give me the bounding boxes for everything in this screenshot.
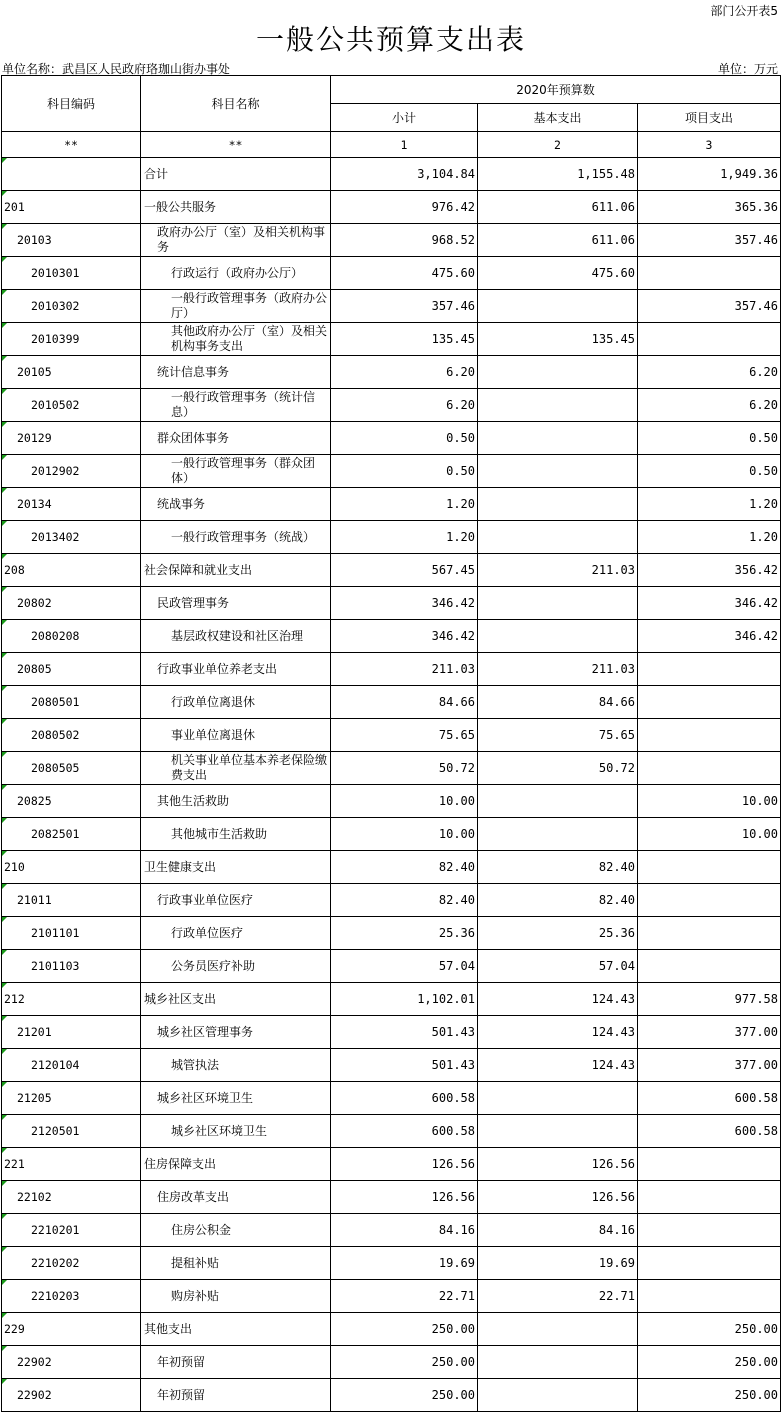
table-row	[2, 884, 781, 917]
row-basic: 124.43	[478, 1016, 638, 1049]
row-basic	[478, 1346, 638, 1379]
row-subtotal: 25.36	[331, 917, 478, 950]
row-basic: 57.04	[478, 950, 638, 983]
row-code: 2080502	[2, 719, 141, 752]
row-basic: 84.16	[478, 1214, 638, 1247]
row-subtotal: 82.40	[331, 884, 478, 917]
table-row	[2, 1214, 781, 1247]
table-row	[2, 818, 781, 851]
row-project: 365.36	[638, 191, 781, 224]
index-name: **	[141, 132, 331, 158]
row-basic: 126.56	[478, 1181, 638, 1214]
row-code: 21205	[2, 1082, 141, 1115]
row-project: 0.50	[638, 422, 781, 455]
table-row	[2, 356, 781, 389]
row-project: 357.46	[638, 224, 781, 257]
table-row	[2, 1115, 781, 1148]
table-row	[2, 1082, 781, 1115]
row-basic: 124.43	[478, 983, 638, 1016]
row-basic	[478, 785, 638, 818]
table-row	[2, 983, 781, 1016]
row-subtotal: 1.20	[331, 521, 478, 554]
table-row	[2, 620, 781, 653]
row-name: 群众团体事务	[141, 422, 331, 455]
row-subtotal: 57.04	[331, 950, 478, 983]
row-name: 事业单位离退休	[141, 719, 331, 752]
table-row	[2, 158, 781, 191]
row-name: 行政事业单位医疗	[141, 884, 331, 917]
row-project: 356.42	[638, 554, 781, 587]
row-subtotal: 1.20	[331, 488, 478, 521]
page-title: 一般公共预算支出表	[255, 23, 526, 56]
row-basic: 126.56	[478, 1148, 638, 1181]
row-name: 购房补贴	[141, 1280, 331, 1313]
row-code: 2101103	[2, 950, 141, 983]
row-project	[638, 719, 781, 752]
row-subtotal: 600.58	[331, 1082, 478, 1115]
row-basic: 84.66	[478, 686, 638, 719]
budget-table	[1, 75, 781, 1412]
row-project: 377.00	[638, 1016, 781, 1049]
table-row	[2, 389, 781, 422]
row-basic	[478, 1115, 638, 1148]
unit-name: 单位名称：武昌区人民政府珞珈山街办事处	[2, 62, 231, 76]
row-project: 977.58	[638, 983, 781, 1016]
row-name: 一般行政管理事务（统计信息）	[141, 389, 331, 422]
table-row	[2, 422, 781, 455]
form-number: 部门公开表5	[710, 4, 778, 18]
table-row	[2, 752, 781, 785]
table-row	[2, 455, 781, 488]
row-name: 民政管理事务	[141, 587, 331, 620]
row-project: 250.00	[638, 1379, 781, 1412]
row-name: 城乡社区环境卫生	[141, 1082, 331, 1115]
row-subtotal: 567.45	[331, 554, 478, 587]
table-row	[2, 587, 781, 620]
row-project	[638, 686, 781, 719]
row-code: 2101101	[2, 917, 141, 950]
row-project	[638, 1148, 781, 1181]
row-project: 250.00	[638, 1346, 781, 1379]
index-code: **	[2, 132, 141, 158]
row-project: 346.42	[638, 587, 781, 620]
row-subtotal: 250.00	[331, 1379, 478, 1412]
row-basic	[478, 422, 638, 455]
row-project: 10.00	[638, 818, 781, 851]
row-name: 住房保障支出	[141, 1148, 331, 1181]
row-code: 2012902	[2, 455, 141, 488]
row-basic: 211.03	[478, 554, 638, 587]
row-name: 住房公积金	[141, 1214, 331, 1247]
row-code: 20103	[2, 224, 141, 257]
row-project: 357.46	[638, 290, 781, 323]
row-code: 20134	[2, 488, 141, 521]
row-project	[638, 1280, 781, 1313]
row-basic: 22.71	[478, 1280, 638, 1313]
row-basic: 1,155.48	[478, 158, 638, 191]
table-row	[2, 1346, 781, 1379]
row-subtotal: 135.45	[331, 323, 478, 356]
row-subtotal: 3,104.84	[331, 158, 478, 191]
row-code: 2080208	[2, 620, 141, 653]
row-subtotal: 84.66	[331, 686, 478, 719]
row-name: 一般行政管理事务（群众团体）	[141, 455, 331, 488]
row-name: 卫生健康支出	[141, 851, 331, 884]
row-name: 一般行政管理事务（统战）	[141, 521, 331, 554]
row-basic: 124.43	[478, 1049, 638, 1082]
row-code: 20825	[2, 785, 141, 818]
row-project: 1.20	[638, 521, 781, 554]
row-project: 6.20	[638, 356, 781, 389]
row-basic	[478, 1379, 638, 1412]
row-basic: 611.06	[478, 224, 638, 257]
table-row	[2, 257, 781, 290]
row-code: 2210203	[2, 1280, 141, 1313]
table-row	[2, 1181, 781, 1214]
table-row	[2, 1016, 781, 1049]
row-subtotal: 475.60	[331, 257, 478, 290]
row-code: 2010502	[2, 389, 141, 422]
row-code: 201	[2, 191, 141, 224]
row-code: 2010399	[2, 323, 141, 356]
row-project: 1,949.36	[638, 158, 781, 191]
header-budget-group: 2020年预算数	[331, 76, 781, 104]
row-name: 提租补贴	[141, 1247, 331, 1280]
row-project	[638, 257, 781, 290]
table-row	[2, 1049, 781, 1082]
row-subtotal: 346.42	[331, 620, 478, 653]
row-basic: 25.36	[478, 917, 638, 950]
row-code: 2013402	[2, 521, 141, 554]
row-subtotal: 126.56	[331, 1148, 478, 1181]
row-name: 城乡社区管理事务	[141, 1016, 331, 1049]
header-name: 科目名称	[141, 76, 331, 132]
row-code: 2120501	[2, 1115, 141, 1148]
row-code: 20129	[2, 422, 141, 455]
row-project: 1.20	[638, 488, 781, 521]
row-basic	[478, 1313, 638, 1346]
row-name: 行政单位离退休	[141, 686, 331, 719]
row-subtotal: 10.00	[331, 818, 478, 851]
row-project	[638, 653, 781, 686]
row-basic	[478, 587, 638, 620]
row-subtotal: 211.03	[331, 653, 478, 686]
row-project	[638, 884, 781, 917]
row-subtotal: 126.56	[331, 1181, 478, 1214]
row-project	[638, 1247, 781, 1280]
row-code: 2120104	[2, 1049, 141, 1082]
row-basic	[478, 818, 638, 851]
row-name: 统计信息事务	[141, 356, 331, 389]
row-subtotal: 250.00	[331, 1346, 478, 1379]
header-project: 项目支出	[638, 104, 781, 132]
row-code: 210	[2, 851, 141, 884]
row-project: 600.58	[638, 1115, 781, 1148]
row-basic	[478, 455, 638, 488]
table-row	[2, 1280, 781, 1313]
row-name: 一般行政管理事务（政府办公厅）	[141, 290, 331, 323]
table-row	[2, 686, 781, 719]
row-name: 城乡社区支出	[141, 983, 331, 1016]
table-row	[2, 1379, 781, 1412]
row-basic: 50.72	[478, 752, 638, 785]
row-project	[638, 1214, 781, 1247]
row-name: 行政事业单位养老支出	[141, 653, 331, 686]
row-name: 机关事业单位基本养老保险缴费支出	[141, 752, 331, 785]
row-name: 年初预留	[141, 1346, 331, 1379]
row-subtotal: 976.42	[331, 191, 478, 224]
index-2: 2	[478, 132, 638, 158]
row-basic	[478, 488, 638, 521]
row-name: 一般公共服务	[141, 191, 331, 224]
header-basic: 基本支出	[478, 104, 638, 132]
row-subtotal: 0.50	[331, 422, 478, 455]
row-code: 22102	[2, 1181, 141, 1214]
header-subtotal: 小计	[331, 104, 478, 132]
row-name: 年初预留	[141, 1379, 331, 1412]
row-subtotal: 0.50	[331, 455, 478, 488]
row-project	[638, 323, 781, 356]
table-row	[2, 488, 781, 521]
row-project: 346.42	[638, 620, 781, 653]
row-code: 20105	[2, 356, 141, 389]
row-subtotal: 968.52	[331, 224, 478, 257]
header-index-row	[2, 132, 781, 158]
row-name: 城管执法	[141, 1049, 331, 1082]
row-subtotal: 84.16	[331, 1214, 478, 1247]
row-code: 2010302	[2, 290, 141, 323]
row-project: 6.20	[638, 389, 781, 422]
table-row	[2, 785, 781, 818]
row-project	[638, 752, 781, 785]
row-name: 行政运行（政府办公厅）	[141, 257, 331, 290]
table-row	[2, 521, 781, 554]
row-name: 其他城市生活救助	[141, 818, 331, 851]
row-subtotal: 75.65	[331, 719, 478, 752]
row-subtotal: 50.72	[331, 752, 478, 785]
row-subtotal: 357.46	[331, 290, 478, 323]
table-row	[2, 1313, 781, 1346]
row-subtotal: 600.58	[331, 1115, 478, 1148]
row-name: 其他政府办公厅（室）及相关机构事务支出	[141, 323, 331, 356]
row-name: 社会保障和就业支出	[141, 554, 331, 587]
table-row	[2, 323, 781, 356]
table-row	[2, 653, 781, 686]
header-code: 科目编码	[2, 76, 141, 132]
row-basic: 19.69	[478, 1247, 638, 1280]
row-subtotal: 501.43	[331, 1016, 478, 1049]
row-project	[638, 1181, 781, 1214]
row-code: 22902	[2, 1346, 141, 1379]
table-row	[2, 950, 781, 983]
row-code: 21011	[2, 884, 141, 917]
row-basic	[478, 620, 638, 653]
row-code: 2210202	[2, 1247, 141, 1280]
row-subtotal: 6.20	[331, 389, 478, 422]
row-code: 21201	[2, 1016, 141, 1049]
table-row	[2, 719, 781, 752]
row-basic	[478, 356, 638, 389]
row-name: 行政单位医疗	[141, 917, 331, 950]
row-basic: 211.03	[478, 653, 638, 686]
row-project	[638, 917, 781, 950]
row-subtotal: 22.71	[331, 1280, 478, 1313]
row-basic	[478, 389, 638, 422]
row-basic: 135.45	[478, 323, 638, 356]
table-row	[2, 554, 781, 587]
table-row	[2, 851, 781, 884]
row-project: 0.50	[638, 455, 781, 488]
row-code: 221	[2, 1148, 141, 1181]
row-subtotal: 250.00	[331, 1313, 478, 1346]
row-subtotal: 1,102.01	[331, 983, 478, 1016]
row-project: 10.00	[638, 785, 781, 818]
row-name: 合计	[141, 158, 331, 191]
row-subtotal: 10.00	[331, 785, 478, 818]
row-code: 2210201	[2, 1214, 141, 1247]
row-subtotal: 346.42	[331, 587, 478, 620]
row-basic: 82.40	[478, 851, 638, 884]
row-project: 600.58	[638, 1082, 781, 1115]
row-subtotal: 6.20	[331, 356, 478, 389]
row-name: 基层政权建设和社区治理	[141, 620, 331, 653]
row-code: 212	[2, 983, 141, 1016]
table-row	[2, 1148, 781, 1181]
row-basic: 75.65	[478, 719, 638, 752]
row-code: 22902	[2, 1379, 141, 1412]
row-name: 公务员医疗补助	[141, 950, 331, 983]
row-project	[638, 950, 781, 983]
table-row	[2, 224, 781, 257]
index-3: 3	[638, 132, 781, 158]
row-basic: 82.40	[478, 884, 638, 917]
row-code: 2080501	[2, 686, 141, 719]
row-project: 377.00	[638, 1049, 781, 1082]
row-basic	[478, 1082, 638, 1115]
row-code: 20805	[2, 653, 141, 686]
row-subtotal: 82.40	[331, 851, 478, 884]
row-code: 2082501	[2, 818, 141, 851]
row-project: 250.00	[638, 1313, 781, 1346]
row-code: 2010301	[2, 257, 141, 290]
table-row	[2, 917, 781, 950]
table-row	[2, 1247, 781, 1280]
table-row	[2, 191, 781, 224]
row-code: 2080505	[2, 752, 141, 785]
row-name: 其他支出	[141, 1313, 331, 1346]
row-code: 20802	[2, 587, 141, 620]
row-subtotal: 19.69	[331, 1247, 478, 1280]
row-subtotal: 501.43	[331, 1049, 478, 1082]
table-row	[2, 290, 781, 323]
index-1: 1	[331, 132, 478, 158]
row-name: 政府办公厅（室）及相关机构事务	[141, 224, 331, 257]
header-row-1	[2, 76, 781, 104]
row-basic: 611.06	[478, 191, 638, 224]
row-code: 208	[2, 554, 141, 587]
row-name: 其他生活救助	[141, 785, 331, 818]
currency-unit: 单位：万元	[717, 62, 778, 76]
row-code: 229	[2, 1313, 141, 1346]
row-name: 统战事务	[141, 488, 331, 521]
row-basic: 475.60	[478, 257, 638, 290]
row-project	[638, 851, 781, 884]
row-basic	[478, 521, 638, 554]
row-basic	[478, 290, 638, 323]
row-code	[2, 158, 141, 191]
row-name: 城乡社区环境卫生	[141, 1115, 331, 1148]
row-name: 住房改革支出	[141, 1181, 331, 1214]
